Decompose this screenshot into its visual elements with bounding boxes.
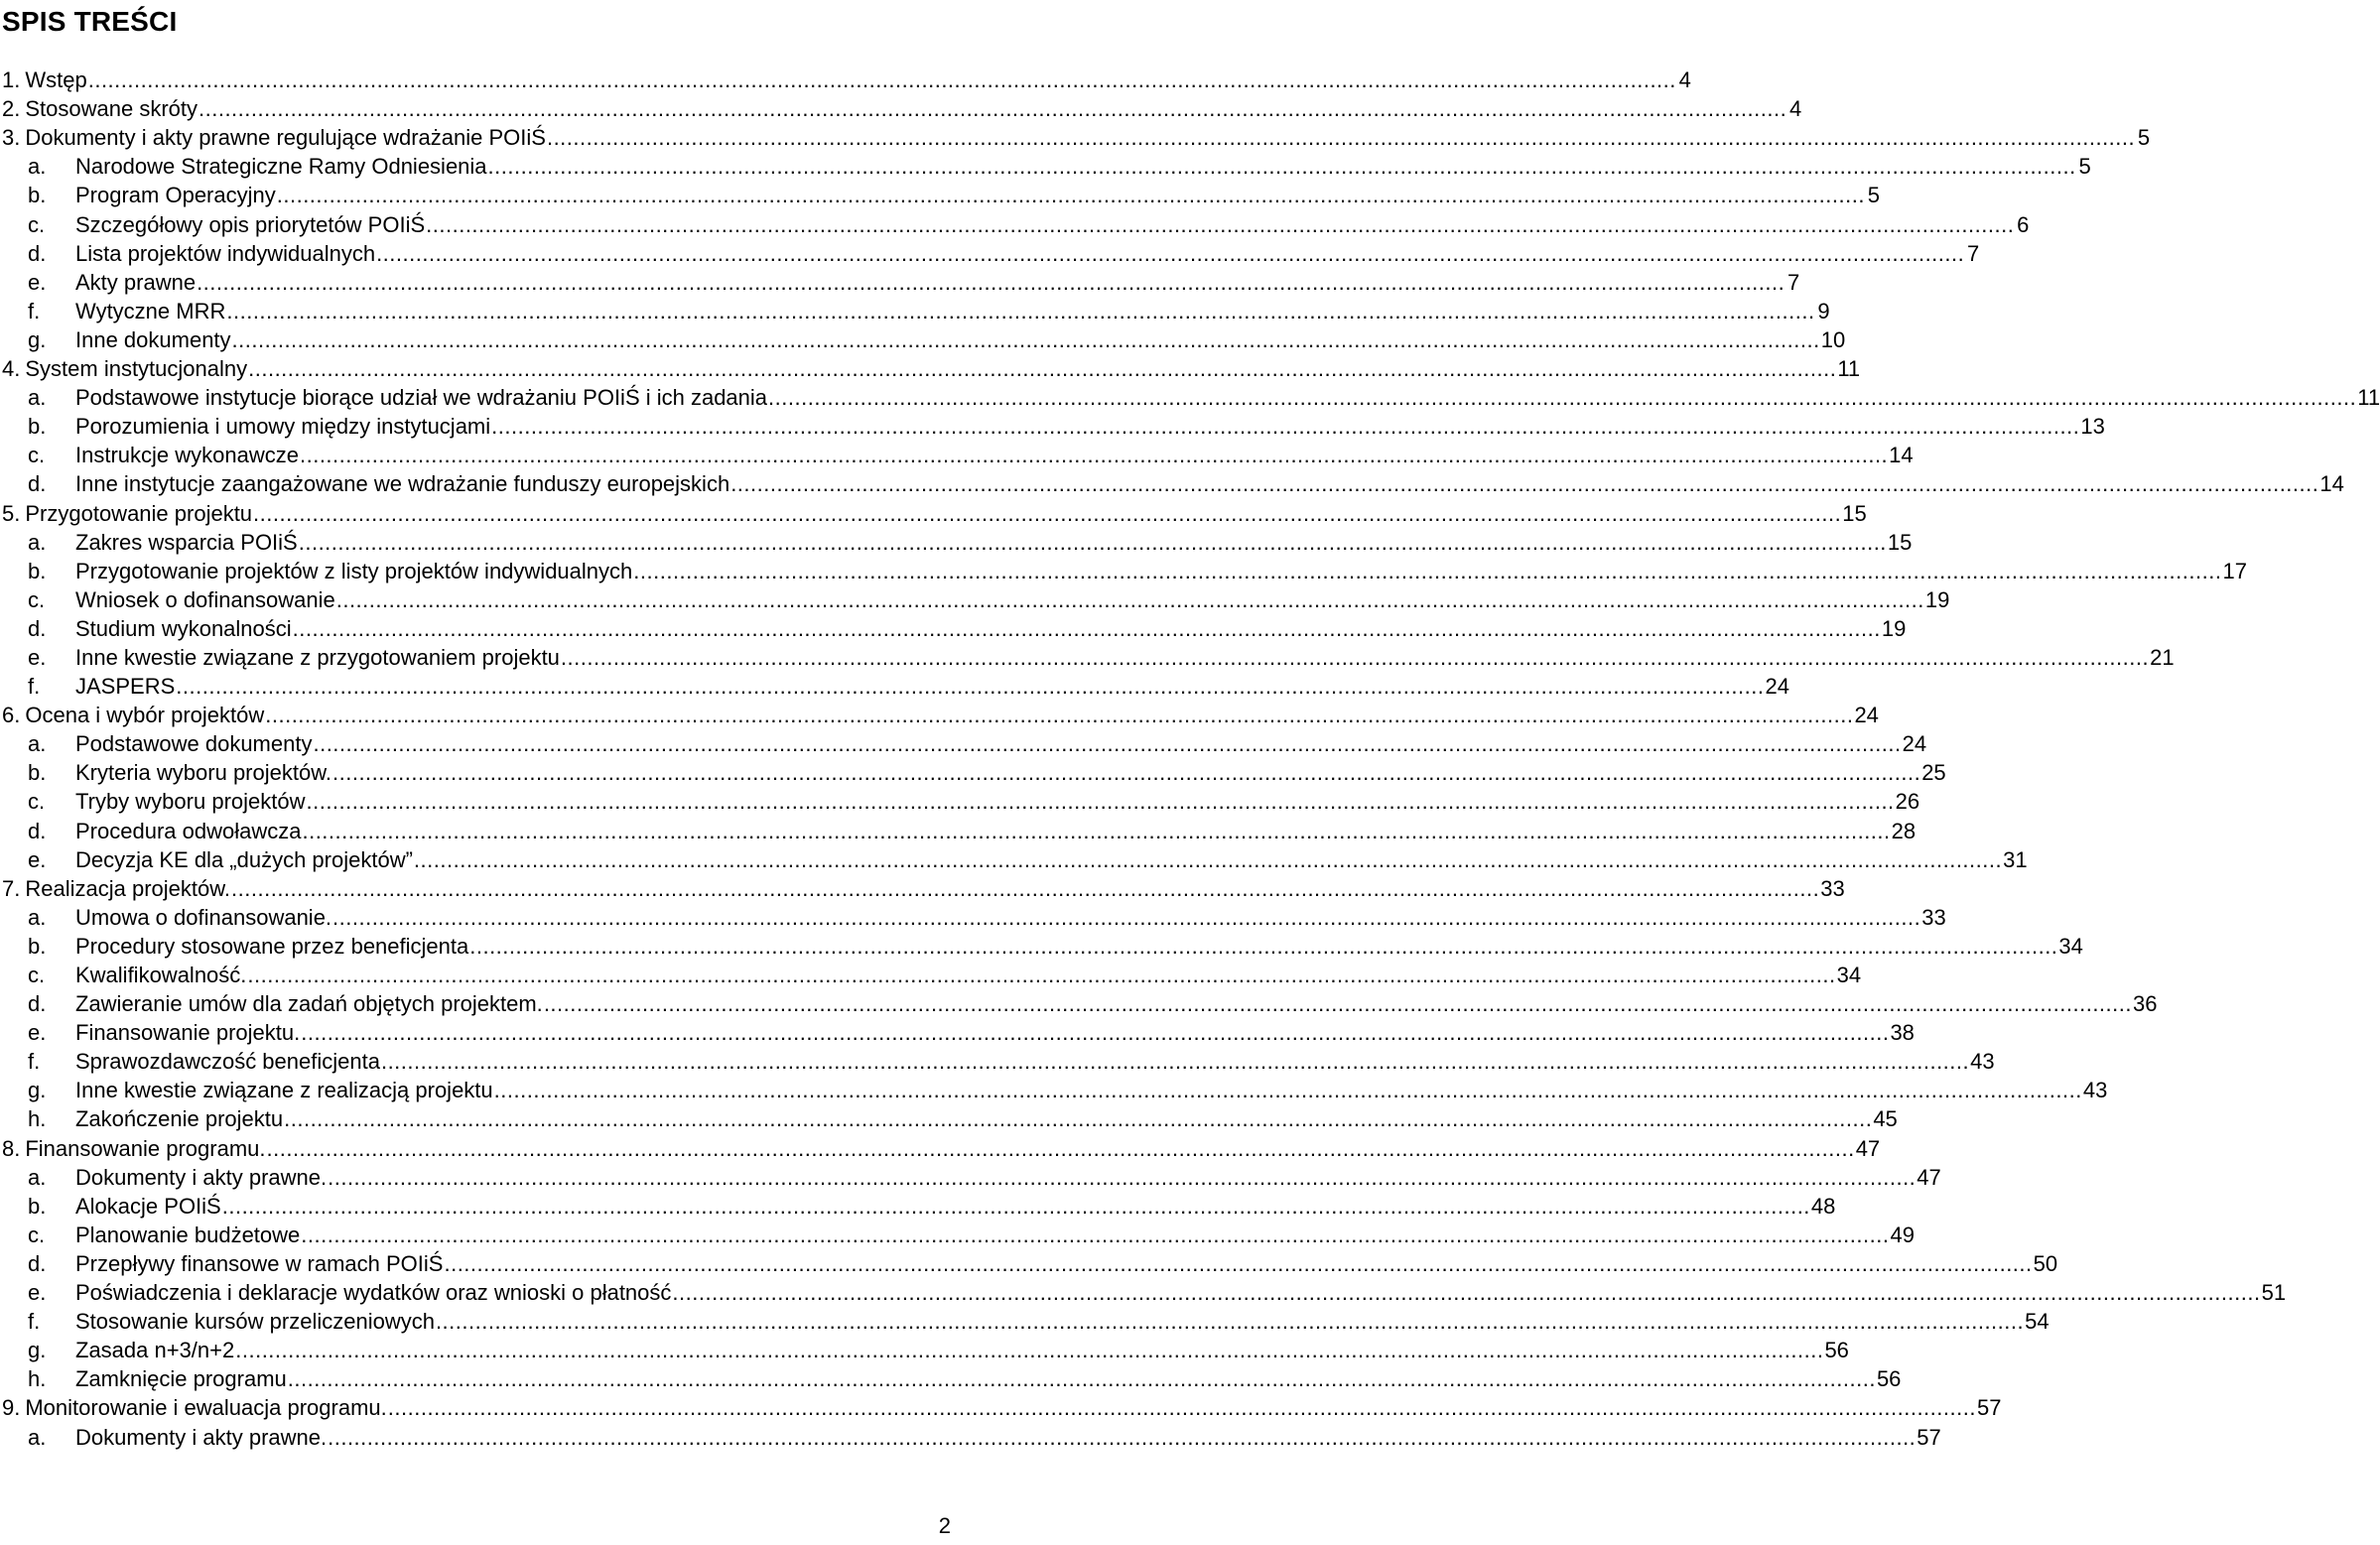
toc-entry-title: Sprawozdawczość beneficjenta [75, 1049, 380, 1075]
toc-subsection-entry[interactable] [2, 614, 1907, 643]
toc-entry-number: g. [28, 1078, 47, 1103]
toc-entry-number: b. [28, 558, 47, 583]
toc-entry-page: 10 [1820, 326, 1846, 352]
toc-entry-number: f. [28, 298, 41, 323]
toc-entry-number: 7. [2, 875, 21, 901]
toc-entry-number: a. [28, 731, 47, 757]
toc-entry-title: Dokumenty i akty prawne. [75, 1424, 328, 1450]
toc-subsection-entry[interactable] [2, 181, 1880, 209]
toc-entry-title: Studium wykonalności [75, 615, 292, 641]
toc-entry-page: 57 [1917, 1424, 1941, 1450]
toc-subsection-entry[interactable] [2, 1422, 1941, 1451]
toc-subsection-entry[interactable] [2, 412, 2105, 441]
toc-subsection-entry[interactable] [2, 1192, 1836, 1221]
toc-dot-leader [768, 383, 2356, 412]
toc-section-entry[interactable] [2, 701, 1879, 729]
toc-entry-number: g. [28, 1338, 47, 1363]
toc-entry-title: Wstęp [25, 67, 87, 93]
toc-entry-page: 47 [1917, 1164, 1941, 1190]
toc-entry-page: 15 [1887, 529, 1913, 555]
toc-entry-number: d. [28, 240, 47, 266]
toc-dot-leader [226, 297, 1814, 325]
toc-dot-leader [332, 903, 1920, 932]
toc-subsection-entry[interactable] [2, 729, 1927, 758]
toc-entry-page: 34 [1836, 963, 1862, 987]
toc-subsection-entry[interactable] [2, 816, 1917, 844]
toc-subsection-entry[interactable] [2, 441, 1914, 469]
toc-section-entry[interactable] [2, 123, 2151, 152]
toc-dot-leader [197, 268, 1785, 297]
toc-subsection-entry[interactable] [2, 528, 1913, 557]
toc-entry-number: d. [28, 1250, 47, 1276]
toc-entry-title: Realizacja projektów. [25, 875, 231, 901]
toc-subsection-entry[interactable] [2, 1249, 2058, 1278]
toc-entry-title: Finansowanie projektu. [75, 1020, 301, 1046]
toc-section-entry[interactable] [2, 94, 1802, 123]
toc-entry-page: 54 [2025, 1309, 2049, 1335]
toc-dot-leader [301, 1221, 1889, 1249]
toc-entry-title: Przygotowanie projektu [25, 500, 253, 526]
toc-entry-page: 43 [1970, 1049, 1995, 1075]
toc-dot-leader [672, 1278, 2260, 1307]
toc-entry-number: c. [28, 789, 46, 815]
toc-entry-title: Dokumenty i akty prawne regulujące wdrażanie POIiŚ [25, 125, 546, 151]
toc-section-entry[interactable] [2, 874, 1845, 903]
toc-entry-number: c. [28, 443, 46, 468]
toc-entry-title: Kwalifikowalność. [75, 963, 247, 987]
toc-entry-number: 2. [2, 96, 21, 122]
document-title: SPIS TREŚCI [2, 6, 178, 37]
toc-dot-leader [561, 643, 2149, 672]
toc-entry-title: Dokumenty i akty prawne. [75, 1164, 328, 1190]
toc-section-entry[interactable] [2, 498, 1867, 527]
toc-entry-number: c. [28, 963, 46, 987]
toc-entry-number: e. [28, 644, 47, 670]
toc-entry-number: e. [28, 1280, 47, 1306]
toc-entry-page: 14 [2319, 471, 2344, 497]
toc-entry-title: Zamknięcie programu [75, 1366, 287, 1392]
toc-entry-number: c. [28, 211, 46, 237]
toc-dot-leader [436, 1307, 2024, 1336]
toc-subsection-entry[interactable] [2, 903, 1946, 932]
toc-dot-leader [267, 1134, 1855, 1163]
toc-entry-title: Inne instytucje zaangażowane we wdrażanie funduszy europejskich [75, 471, 730, 497]
toc-dot-leader [231, 874, 1819, 903]
toc-subsection-entry[interactable] [2, 1307, 2049, 1336]
toc-subsection-entry[interactable] [2, 1018, 1915, 1047]
toc-entry-title: Przepływy finansowe w ramach POIiŚ [75, 1250, 444, 1276]
toc-entry-title: System instytucjonalny [25, 356, 248, 382]
toc-entry-page: 21 [2150, 644, 2175, 670]
toc-section-entry[interactable] [2, 1393, 2002, 1422]
toc-dot-leader [544, 989, 2132, 1018]
toc-subsection-entry[interactable] [2, 787, 1920, 816]
table-of-contents [2, 65, 2380, 1452]
toc-dot-leader [414, 845, 2002, 874]
toc-entry-page: 26 [1895, 789, 1920, 815]
toc-entry-title: Stosowane skróty [25, 96, 198, 122]
toc-subsection-entry[interactable] [2, 1104, 1898, 1133]
toc-entry-page: 5 [2078, 154, 2091, 180]
toc-entry-title: Monitorowanie i ewaluacja programu. [25, 1395, 387, 1421]
toc-dot-leader [301, 1018, 1889, 1047]
toc-section-entry[interactable] [2, 354, 1861, 383]
toc-entry-page: 11 [2357, 385, 2380, 411]
toc-entry-page: 33 [1921, 904, 1946, 930]
toc-entry-page: 24 [1902, 731, 1927, 757]
toc-dot-leader [332, 758, 1920, 787]
toc-section-entry[interactable] [2, 1133, 1881, 1162]
toc-dot-leader [336, 585, 1924, 614]
toc-entry-page: 33 [1820, 875, 1845, 901]
toc-entry-title: Procedury stosowane przez beneficjenta [75, 933, 469, 959]
toc-entry-title: Instrukcje wykonawcze [75, 443, 299, 468]
toc-entry-page: 5 [2137, 125, 2151, 151]
toc-entry-page: 49 [1890, 1222, 1915, 1247]
toc-entry-number: e. [28, 846, 47, 872]
toc-entry-page: 11 [1837, 356, 1861, 382]
toc-dot-leader [469, 932, 2057, 961]
toc-subsection-entry[interactable] [2, 1364, 1902, 1393]
toc-dot-leader [299, 528, 1887, 557]
toc-entry-page: 15 [1842, 500, 1867, 526]
toc-entry-page: 43 [2082, 1078, 2108, 1103]
toc-subsection-entry[interactable] [2, 989, 2158, 1018]
toc-entry-page: 7 [1787, 269, 1800, 295]
toc-entry-number: a. [28, 904, 47, 930]
toc-entry-title: Planowanie budżetowe [75, 1222, 301, 1247]
toc-dot-leader [288, 1364, 1876, 1393]
toc-entry-page: 56 [1824, 1338, 1849, 1363]
toc-subsection-entry[interactable] [2, 469, 2344, 498]
toc-entry-page: 31 [2003, 846, 2028, 872]
toc-entry-page: 19 [1881, 615, 1907, 641]
toc-entry-number: b. [28, 760, 47, 786]
toc-dot-leader [176, 672, 1764, 701]
toc-entry-title: Procedura odwoławcza [75, 818, 302, 843]
toc-entry-title: Zawieranie umów dla zadań objętych projektem. [75, 991, 543, 1017]
toc-subsection-entry[interactable] [2, 297, 1830, 325]
toc-entry-page: 5 [1867, 183, 1880, 208]
toc-subsection-entry[interactable] [2, 758, 1946, 787]
toc-dot-leader [547, 123, 2135, 152]
toc-entry-title: Inne kwestie związane z przygotowaniem projektu [75, 644, 560, 670]
toc-dot-leader [488, 152, 2076, 181]
toc-subsection-entry[interactable] [2, 1047, 1995, 1076]
toc-entry-number: 6. [2, 703, 21, 728]
toc-entry-number: b. [28, 933, 47, 959]
toc-entry-page: 17 [2222, 558, 2247, 583]
toc-entry-title: Alokacje POIiŚ [75, 1193, 221, 1219]
toc-entry-number: e. [28, 1020, 47, 1046]
toc-entry-title: Zasada n+3/n+2 [75, 1338, 235, 1363]
toc-entry-number: 8. [2, 1135, 21, 1161]
toc-entry-title: Finansowanie programu. [25, 1135, 266, 1161]
toc-dot-leader [235, 1336, 1823, 1364]
toc-dot-leader [232, 325, 1820, 354]
toc-entry-number: f. [28, 674, 41, 700]
toc-subsection-entry[interactable] [2, 585, 1950, 614]
toc-subsection-entry[interactable] [2, 961, 1862, 989]
toc-entry-title: Szczegółowy opis priorytetów POIiŚ [75, 211, 426, 237]
toc-dot-leader [381, 1047, 1969, 1076]
toc-entry-page: 9 [1817, 298, 1830, 323]
toc-entry-number: f. [28, 1309, 41, 1335]
toc-entry-page: 6 [2017, 211, 2030, 237]
toc-dot-leader [265, 701, 1853, 729]
toc-entry-title: Narodowe Strategiczne Ramy Odniesienia [75, 154, 487, 180]
toc-entry-number: h. [28, 1366, 47, 1392]
toc-entry-title: Zakończenie projektu [75, 1106, 284, 1132]
toc-entry-number: a. [28, 385, 47, 411]
toc-subsection-entry[interactable] [2, 383, 2380, 412]
toc-entry-number: 3. [2, 125, 21, 151]
toc-entry-number: d. [28, 471, 47, 497]
toc-dot-leader [248, 354, 1836, 383]
toc-entry-title: Lista projektów indywidualnych [75, 240, 376, 266]
toc-entry-number: a. [28, 1164, 47, 1190]
toc-entry-number: 9. [2, 1395, 21, 1421]
toc-dot-leader [494, 1076, 2082, 1104]
toc-entry-title: Inne dokumenty [75, 326, 231, 352]
toc-entry-page: 51 [2261, 1280, 2287, 1306]
toc-entry-title: Inne kwestie związane z realizacją projektu [75, 1078, 493, 1103]
toc-dot-leader [376, 239, 1964, 268]
toc-entry-title: Tryby wyboru projektów [75, 789, 306, 815]
toc-dot-leader [247, 961, 1835, 989]
toc-dot-leader [198, 94, 1786, 123]
toc-subsection-entry[interactable] [2, 152, 2091, 181]
toc-entry-title: Stosowanie kursów przeliczeniowych [75, 1309, 435, 1335]
toc-entry-page: 19 [1924, 586, 1950, 612]
toc-entry-number: h. [28, 1106, 47, 1132]
toc-entry-page: 36 [2133, 991, 2158, 1017]
toc-entry-number: e. [28, 269, 47, 295]
toc-subsection-entry[interactable] [2, 209, 2030, 238]
toc-dot-leader [222, 1192, 1810, 1221]
page-number: 2 [938, 1513, 951, 1538]
toc-dot-leader [253, 499, 1841, 528]
toc-subsection-entry[interactable] [2, 672, 1789, 701]
toc-subsection-entry[interactable] [2, 1076, 2108, 1104]
toc-dot-leader [328, 1423, 1916, 1452]
toc-dot-leader [491, 412, 2079, 441]
toc-entry-title: Akty prawne [75, 269, 197, 295]
toc-entry-title: Wniosek o dofinansowanie [75, 586, 335, 612]
toc-dot-leader [426, 210, 2014, 239]
toc-entry-page: 56 [1876, 1366, 1902, 1392]
toc-entry-page: 4 [1678, 67, 1691, 93]
toc-entry-number: d. [28, 818, 47, 843]
toc-entry-page: 48 [1810, 1193, 1836, 1219]
toc-dot-leader [328, 1163, 1916, 1192]
toc-subsection-entry[interactable] [2, 1163, 1941, 1192]
toc-entry-number: b. [28, 1193, 47, 1219]
toc-entry-number: 1. [2, 67, 21, 93]
toc-dot-leader [730, 469, 2318, 498]
toc-entry-page: 50 [2033, 1250, 2058, 1276]
toc-entry-title: Przygotowanie projektów z listy projektów indywidualnych [75, 558, 633, 583]
toc-dot-leader [88, 65, 1676, 94]
toc-entry-title: Poświadczenia i deklaracje wydatków oraz wnioski o płatność [75, 1280, 672, 1306]
toc-dot-leader [302, 817, 1890, 845]
toc-subsection-entry[interactable] [2, 1278, 2287, 1307]
toc-entry-number: b. [28, 414, 47, 440]
toc-dot-leader [293, 614, 1881, 643]
toc-dot-leader [306, 787, 1894, 816]
toc-entry-page: 4 [1788, 96, 1802, 122]
toc-entry-title: JASPERS [75, 674, 176, 700]
toc-entry-page: 45 [1873, 1106, 1898, 1132]
toc-entry-number: a. [28, 154, 47, 180]
toc-entry-title: Podstawowe dokumenty [75, 731, 313, 757]
toc-dot-leader [300, 441, 1888, 469]
toc-entry-number: b. [28, 183, 47, 208]
toc-subsection-entry[interactable] [2, 932, 2083, 961]
toc-dot-leader [444, 1249, 2032, 1278]
toc-subsection-entry[interactable] [2, 325, 1846, 354]
toc-entry-page: 34 [2058, 933, 2083, 959]
toc-entry-number: a. [28, 529, 47, 555]
toc-entry-title: Umowa o dofinansowanie. [75, 904, 332, 930]
toc-entry-title: Podstawowe instytucje biorące udział we wdrażaniu POIiŚ i ich zadania [75, 385, 768, 411]
toc-subsection-entry[interactable] [2, 268, 1800, 297]
toc-subsection-entry[interactable] [2, 1221, 1915, 1249]
toc-entry-page: 7 [1967, 240, 1980, 266]
toc-entry-number: d. [28, 615, 47, 641]
toc-entry-number: 4. [2, 356, 21, 382]
toc-entry-page: 24 [1765, 674, 1789, 700]
toc-entry-page: 57 [1976, 1395, 2002, 1421]
toc-subsection-entry[interactable] [2, 845, 2028, 874]
toc-entry-number: c. [28, 1222, 46, 1247]
toc-entry-page: 47 [1855, 1135, 1881, 1161]
toc-subsection-entry[interactable] [2, 239, 1980, 268]
toc-entry-page: 14 [1889, 443, 1914, 468]
toc-entry-title: Porozumienia i umowy między instytucjami [75, 414, 491, 440]
toc-entry-number: d. [28, 991, 47, 1017]
toc-entry-page: 25 [1921, 760, 1946, 786]
toc-entry-page: 28 [1891, 818, 1917, 843]
toc-entry-number: a. [28, 1424, 47, 1450]
toc-entry-number: f. [28, 1049, 41, 1075]
toc-subsection-entry[interactable] [2, 643, 2175, 672]
toc-entry-number: c. [28, 586, 46, 612]
toc-entry-page: 13 [2080, 414, 2105, 440]
toc-entry-title: Zakres wsparcia POIiŚ [75, 529, 298, 555]
toc-entry-title: Decyzja KE dla „dużych projektów” [75, 846, 413, 872]
toc-subsection-entry[interactable] [2, 1336, 1849, 1364]
toc-entry-title: Wytyczne MRR [75, 298, 226, 323]
toc-dot-leader [388, 1393, 1976, 1422]
toc-subsection-entry[interactable] [2, 557, 2247, 585]
toc-section-entry[interactable] [2, 65, 1691, 94]
toc-entry-number: g. [28, 326, 47, 352]
toc-dot-leader [277, 181, 1865, 209]
toc-entry-title: Program Operacyjny [75, 183, 276, 208]
toc-entry-number: 5. [2, 500, 21, 526]
toc-entry-title: Kryteria wyboru projektów. [75, 760, 331, 786]
toc-entry-page: 24 [1854, 703, 1879, 728]
toc-entry-page: 38 [1890, 1020, 1915, 1046]
toc-dot-leader [284, 1104, 1872, 1133]
toc-dot-leader [313, 729, 1901, 758]
toc-dot-leader [633, 557, 2221, 585]
toc-entry-title: Ocena i wybór projektów [25, 703, 265, 728]
